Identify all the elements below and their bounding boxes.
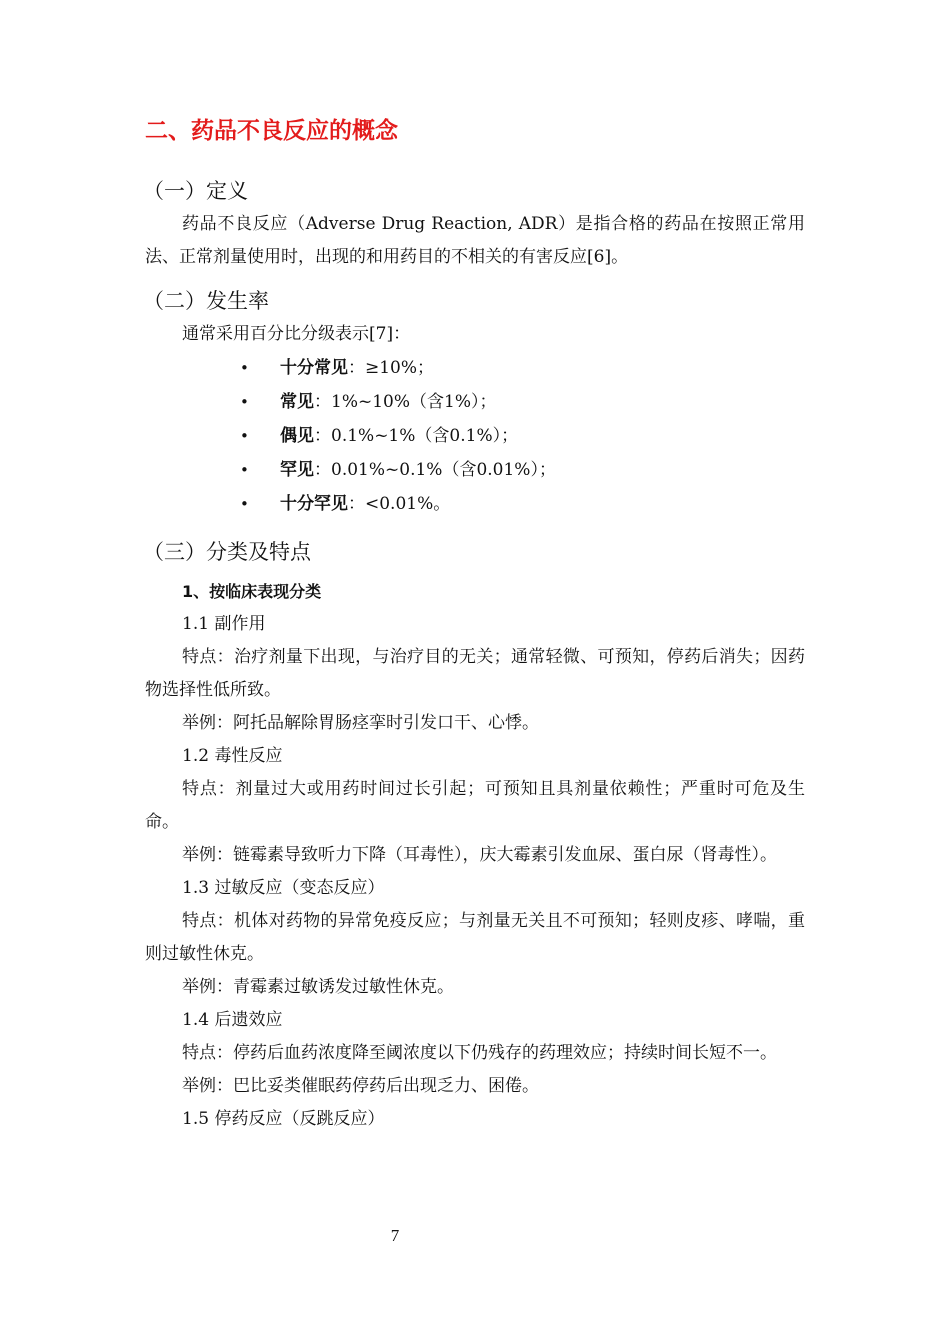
incidence-list (145, 351, 805, 521)
entry-title: 1.3 过敏反应（变态反应） (182, 878, 385, 898)
subheading-definition: （一）定义 (143, 179, 248, 203)
item-value: ：0.1%~1%（含0.1%）； (314, 426, 519, 446)
definition-paragraph: 药品不良反应（Adverse Drug Reaction, ADR）是指合格的药品在按照正常用法、正常剂量使用时，出现的和用药目的不相关的有害反应[6]。 (145, 214, 805, 267)
list-item (240, 351, 805, 385)
item-value: ：0.01%~0.1%（含0.01%）； (314, 460, 556, 480)
bullet-icon: • (240, 427, 249, 445)
bullet-icon: • (240, 461, 249, 479)
entry-feature: 特点：停药后血药浓度降至阈浓度以下仍残存的药理效应；持续时间长短不一。 (182, 1043, 777, 1063)
incidence-intro: 通常采用百分比分级表示[7]： (182, 324, 411, 344)
entry-feature: 特点：机体对药物的异常免疫反应；与剂量无关且不可预知；轻则皮疹、哮喘，重则过敏性休克。 (145, 911, 805, 964)
entry-example: 举例：阿托品解除胃肠痉挛时引发口干、心悸。 (182, 713, 539, 733)
item-label: 罕见 (280, 460, 314, 480)
bullet-icon: • (240, 495, 249, 513)
list-item (240, 487, 805, 521)
entry-example: 举例：链霉素导致听力下降（耳毒性），庆大霉素引发血尿、蛋白尿（肾毒性）。 (182, 845, 777, 865)
list-item (240, 385, 805, 419)
section-heading-concept: 二、药品不良反应的概念 (145, 118, 398, 144)
subheading-incidence: （二）发生率 (143, 289, 269, 313)
item-label: 偶见 (280, 426, 314, 446)
entry-title: 1.4 后遗效应 (182, 1010, 283, 1030)
page-content (145, 112, 805, 1136)
classification-subtitle: 1、按临床表现分类 (182, 582, 322, 601)
entry-title: 1.2 毒性反应 (182, 746, 283, 766)
entry-feature: 特点：剂量过大或用药时间过长引起；可预知且具剂量依赖性；严重时可危及生命。 (145, 779, 805, 832)
item-label: 常见 (280, 392, 314, 412)
page-number: 7 (390, 1226, 400, 1245)
subheading-classification: （三）分类及特点 (143, 540, 311, 564)
list-item (240, 419, 805, 453)
item-value: ：<0.01%。 (348, 494, 451, 514)
entry-feature: 特点：治疗剂量下出现，与治疗目的无关；通常轻微、可预知，停药后消失；因药物选择性低所致。 (145, 647, 805, 700)
entry-title: 1.1 副作用 (182, 614, 266, 634)
entry-example: 举例：青霉素过敏诱发过敏性休克。 (182, 977, 454, 997)
entry-title: 1.5 停药反应（反跳反应） (182, 1109, 385, 1129)
list-item (240, 453, 805, 487)
bullet-icon: • (240, 393, 249, 411)
bullet-icon: • (240, 359, 249, 377)
item-label: 十分常见 (280, 358, 348, 378)
item-value: ：1%~10%（含1%）； (314, 392, 497, 412)
item-label: 十分罕见 (280, 494, 348, 514)
item-value: ：≥10%； (348, 358, 435, 378)
entry-example: 举例：巴比妥类催眠药停药后出现乏力、困倦。 (182, 1076, 539, 1096)
